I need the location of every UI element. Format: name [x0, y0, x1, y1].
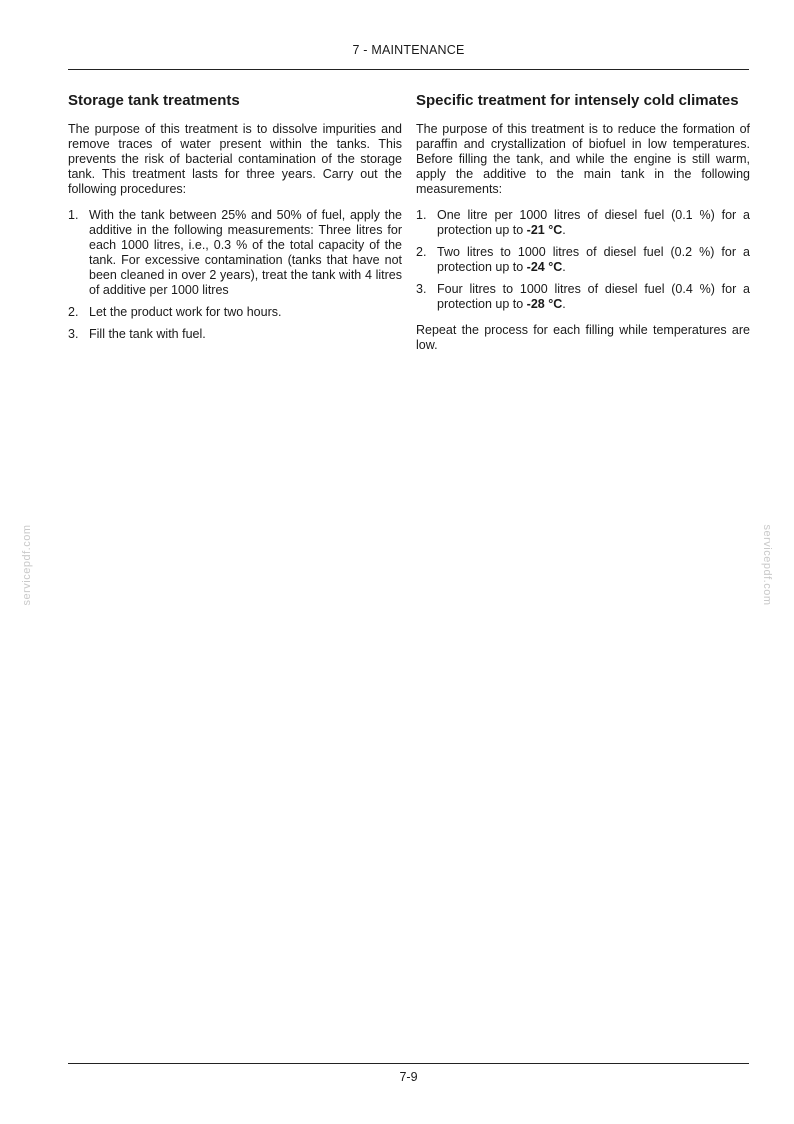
- step-number: 3.: [68, 327, 79, 341]
- page-header-title: 7 - MAINTENANCE: [352, 43, 465, 57]
- watermark-left: servicepdf.com: [21, 524, 33, 606]
- step-number: 1.: [416, 208, 427, 222]
- storage-tank-heading: Storage tank treatments: [68, 92, 240, 109]
- left-column: [68, 92, 402, 349]
- step-end: .: [562, 260, 566, 274]
- cold-climate-intro: The purpose of this treatment is to reduce the formation of paraffin and crystallization of biofuel in low temperatures. Before filling the tank, and while the engine is still warm, apply the additive to the main tank in the following measurements:: [416, 122, 750, 196]
- header-rule: [68, 69, 749, 70]
- page-number: 7-9: [399, 1070, 418, 1084]
- step-text: Fill the tank with fuel.: [89, 327, 206, 341]
- list-item: [416, 245, 750, 275]
- footer-rule: [68, 1063, 749, 1064]
- step-text: Let the product work for two hours.: [89, 305, 282, 319]
- storage-tank-intro: The purpose of this treatment is to dissolve impurities and remove traces of water present within the tanks. This prevents the risk of bacterial contamination of the storage tank. This treatment lasts for three years. Carry out the following procedures:: [68, 122, 402, 196]
- step-text: With the tank between 25% and 50% of fuel, apply the additive in the following measurements: Three litres for each 1000 litres, i.e., 0.3 % of the total capacity of the tank. For excessive contamination (tanks that have not been cleaned in over 2 years), treat the tank with 4 litres of additive per 1000 litres: [89, 208, 402, 297]
- step-text: One litre per 1000 litres of diesel fuel (0.1 %) for a protection up to: [437, 208, 750, 237]
- storage-tank-steps: [68, 208, 402, 342]
- cold-climate-heading: Specific treatment for intensely cold climates: [416, 92, 739, 109]
- step-number: 3.: [416, 282, 427, 296]
- step-number: 2.: [68, 305, 79, 319]
- right-column: [416, 92, 750, 364]
- step-end: .: [562, 223, 566, 237]
- step-temperature: -21 °C: [526, 223, 563, 237]
- list-item: [68, 327, 402, 342]
- list-item: [68, 208, 402, 298]
- list-item: [416, 208, 750, 238]
- step-text: Four litres to 1000 litres of diesel fuel (0.4 %) for a protection up to: [437, 282, 750, 311]
- step-text: Two litres to 1000 litres of diesel fuel (0.2 %) for a protection up to: [437, 245, 750, 274]
- cold-climate-steps: [416, 208, 750, 312]
- step-number: 1.: [68, 208, 79, 222]
- step-end: .: [562, 297, 566, 311]
- step-temperature: -24 °C: [526, 260, 563, 274]
- step-number: 2.: [416, 245, 427, 259]
- cold-climate-outro: Repeat the process for each filling while temperatures are low.: [416, 323, 750, 352]
- list-item: [68, 305, 402, 320]
- watermark-right: servicepdf.com: [761, 524, 773, 606]
- step-temperature: -28 °C: [526, 297, 563, 311]
- list-item: [416, 282, 750, 312]
